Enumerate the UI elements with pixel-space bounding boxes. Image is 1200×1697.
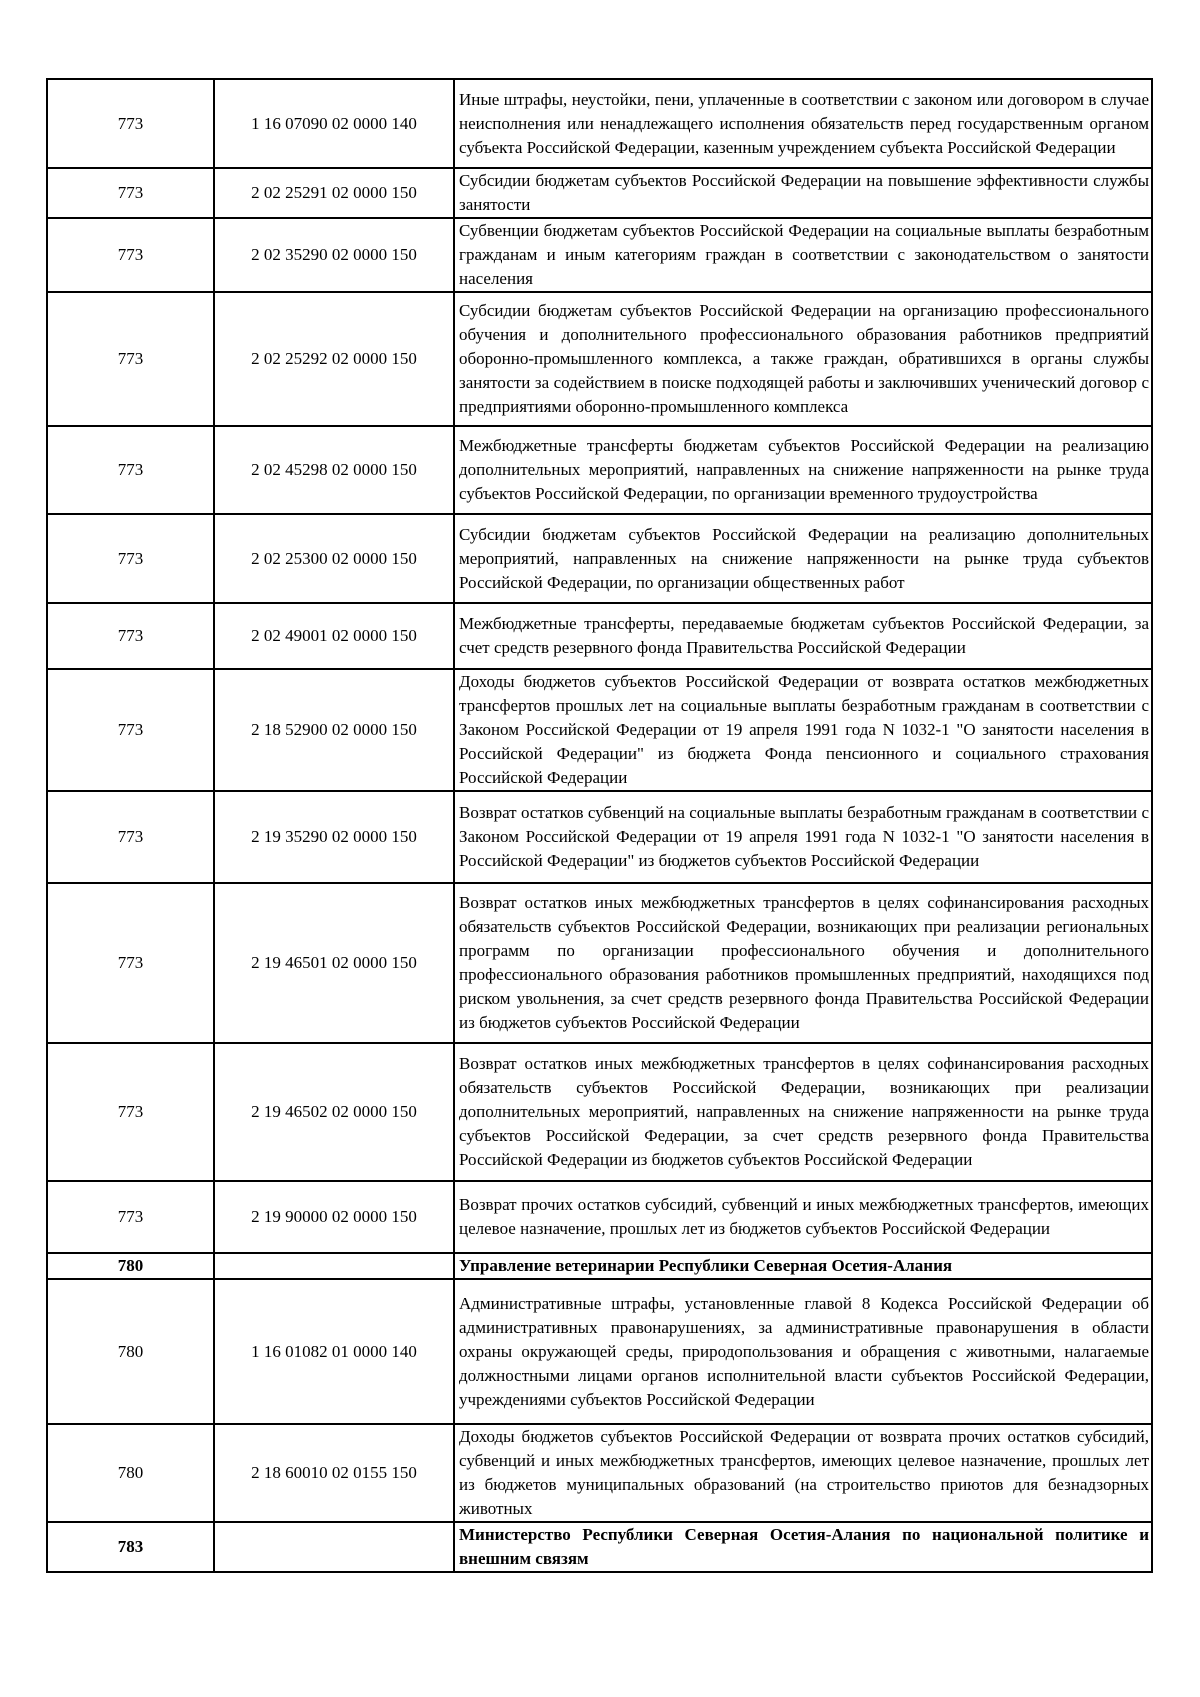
section-header-row (47, 1522, 1152, 1572)
table-row (47, 514, 1152, 603)
revenue-name-cell: Иные штрафы, неустойки, пени, уплаченные в соответствии с законом или договором в случае неисполнения или ненадлежащего исполнения обязательств перед государственным органом субъекта Российской Федерации, казенным учреждением субъекта Российской Федерации (454, 79, 1152, 168)
admin-code-cell: 773 (47, 426, 214, 514)
revenue-codes-table (46, 78, 1153, 1573)
admin-code-cell: 773 (47, 1181, 214, 1253)
table-row (47, 79, 1152, 168)
budget-classification-code-cell: 2 19 46501 02 0000 150 (214, 883, 454, 1043)
budget-classification-code-cell: 1 16 01082 01 0000 140 (214, 1279, 454, 1424)
admin-code-cell: 780 (47, 1253, 214, 1279)
budget-classification-code-cell (214, 1253, 454, 1279)
table-row (47, 168, 1152, 218)
admin-code-cell: 773 (47, 218, 214, 292)
budget-classification-code-cell: 2 19 90000 02 0000 150 (214, 1181, 454, 1253)
budget-classification-code-cell: 2 02 25300 02 0000 150 (214, 514, 454, 603)
budget-classification-code-cell: 2 18 60010 02 0155 150 (214, 1424, 454, 1522)
revenue-name-cell: Возврат прочих остатков субсидий, субвенций и иных межбюджетных трансфертов, имеющих целевое назначение, прошлых лет из бюджетов субъектов Российской Федерации (454, 1181, 1152, 1253)
table-row (47, 1279, 1152, 1424)
table-row (47, 883, 1152, 1043)
table-row (47, 292, 1152, 426)
section-header-row (47, 1253, 1152, 1279)
budget-classification-code-cell: 2 19 35290 02 0000 150 (214, 791, 454, 883)
budget-classification-code-cell: 2 19 46502 02 0000 150 (214, 1043, 454, 1181)
table-row (47, 791, 1152, 883)
admin-code-cell: 773 (47, 791, 214, 883)
budget-classification-code-cell: 2 02 25291 02 0000 150 (214, 168, 454, 218)
administrator-name-cell: Управление ветеринарии Республики Северная Осетия-Алания (454, 1253, 1152, 1279)
revenue-name-cell: Доходы бюджетов субъектов Российской Федерации от возврата остатков межбюджетных трансфертов прошлых лет на социальные выплаты безработным гражданам в соответствии с Законом Российской Федерации от 19 апреля 1991 года N 1032-1 "О занятости населения в Российской Федерации" из бюджета Фонда пенсионного и социального страхования Российской Федерации (454, 669, 1152, 791)
admin-code-cell: 773 (47, 883, 214, 1043)
revenue-name-cell: Субсидии бюджетам субъектов Российской Федерации на организацию профессионального обучения и дополнительного профессионального образования работников предприятий оборонно-промышленного комплекса, а также граждан, обратившихся в органы службы занятости за содействием в поиске подходящей работы и заключивших ученический договор с предприятиями оборонно-промышленного комплекса (454, 292, 1152, 426)
revenue-name-cell: Межбюджетные трансферты бюджетам субъектов Российской Федерации на реализацию дополнительных мероприятий, направленных на снижение напряженности на рынке труда субъектов Российской Федерации, по организации временного трудоустройства (454, 426, 1152, 514)
revenue-name-cell: Возврат остатков иных межбюджетных трансфертов в целях софинансирования расходных обязательств субъектов Российской Федерации, возникающих при реализации дополнительных мероприятий, направленных на снижение напряженности на рынке труда субъектов Российской Федерации, за счет средств резервного фонда Правительства Российской Федерации из бюджетов субъектов Российской Федерации (454, 1043, 1152, 1181)
budget-classification-code-cell: 2 02 25292 02 0000 150 (214, 292, 454, 426)
table-row (47, 426, 1152, 514)
admin-code-cell: 773 (47, 168, 214, 218)
revenue-name-cell: Субсидии бюджетам субъектов Российской Федерации на повышение эффективности службы занятости (454, 168, 1152, 218)
revenue-name-cell: Субсидии бюджетам субъектов Российской Федерации на реализацию дополнительных мероприятий, направленных на снижение напряженности на рынке труда субъектов Российской Федерации, по организации общественных работ (454, 514, 1152, 603)
table-row (47, 1424, 1152, 1522)
table-row (47, 603, 1152, 669)
revenue-name-cell: Возврат остатков иных межбюджетных трансфертов в целях софинансирования расходных обязательств субъектов Российской Федерации, возникающих при реализации региональных программ по организации профессионального обучения и дополнительного профессионального образования работников промышленных предприятий, находящихся под риском увольнения, за счет средств резервного фонда Правительства Российской Федерации из бюджетов субъектов Российской Федерации (454, 883, 1152, 1043)
admin-code-cell: 780 (47, 1424, 214, 1522)
table-row (47, 218, 1152, 292)
budget-classification-code-cell: 2 02 49001 02 0000 150 (214, 603, 454, 669)
admin-code-cell: 773 (47, 79, 214, 168)
budget-classification-code-cell: 2 02 45298 02 0000 150 (214, 426, 454, 514)
table-body (47, 79, 1152, 1572)
admin-code-cell: 783 (47, 1522, 214, 1572)
budget-classification-code-cell: 2 18 52900 02 0000 150 (214, 669, 454, 791)
admin-code-cell: 773 (47, 292, 214, 426)
revenue-name-cell: Административные штрафы, установленные главой 8 Кодекса Российской Федерации об административных правонарушениях, за административные правонарушения в области охраны окружающей среды, природопользования и обращения с животными, налагаемые должностными лицами органов исполнительной власти субъектов Российской Федерации, учреждениями субъектов Российской Федерации (454, 1279, 1152, 1424)
admin-code-cell: 780 (47, 1279, 214, 1424)
administrator-name-cell: Министерство Республики Северная Осетия-Алания по национальной политике и внешним связям (454, 1522, 1152, 1572)
revenue-name-cell: Доходы бюджетов субъектов Российской Федерации от возврата прочих остатков субсидий, субвенций и иных межбюджетных трансфертов, имеющих целевое назначение, прошлых лет из бюджетов муниципальных образований (на строительство приютов для безнадзорных животных (454, 1424, 1152, 1522)
admin-code-cell: 773 (47, 1043, 214, 1181)
budget-classification-code-cell: 2 02 35290 02 0000 150 (214, 218, 454, 292)
table-row (47, 1181, 1152, 1253)
table-row (47, 1043, 1152, 1181)
admin-code-cell: 773 (47, 603, 214, 669)
admin-code-cell: 773 (47, 514, 214, 603)
revenue-name-cell: Субвенции бюджетам субъектов Российской Федерации на социальные выплаты безработным гражданам и иным категориям граждан в соответствии с законодательством о занятости населения (454, 218, 1152, 292)
admin-code-cell: 773 (47, 669, 214, 791)
revenue-name-cell: Межбюджетные трансферты, передаваемые бюджетам субъектов Российской Федерации, за счет средств резервного фонда Правительства Российской Федерации (454, 603, 1152, 669)
table-row (47, 669, 1152, 791)
budget-classification-code-cell: 1 16 07090 02 0000 140 (214, 79, 454, 168)
budget-classification-code-cell (214, 1522, 454, 1572)
revenue-name-cell: Возврат остатков субвенций на социальные выплаты безработным гражданам в соответствии с Законом Российской Федерации от 19 апреля 1991 года N 1032-1 "О занятости населения в Российской Федерации" из бюджетов субъектов Российской Федерации (454, 791, 1152, 883)
